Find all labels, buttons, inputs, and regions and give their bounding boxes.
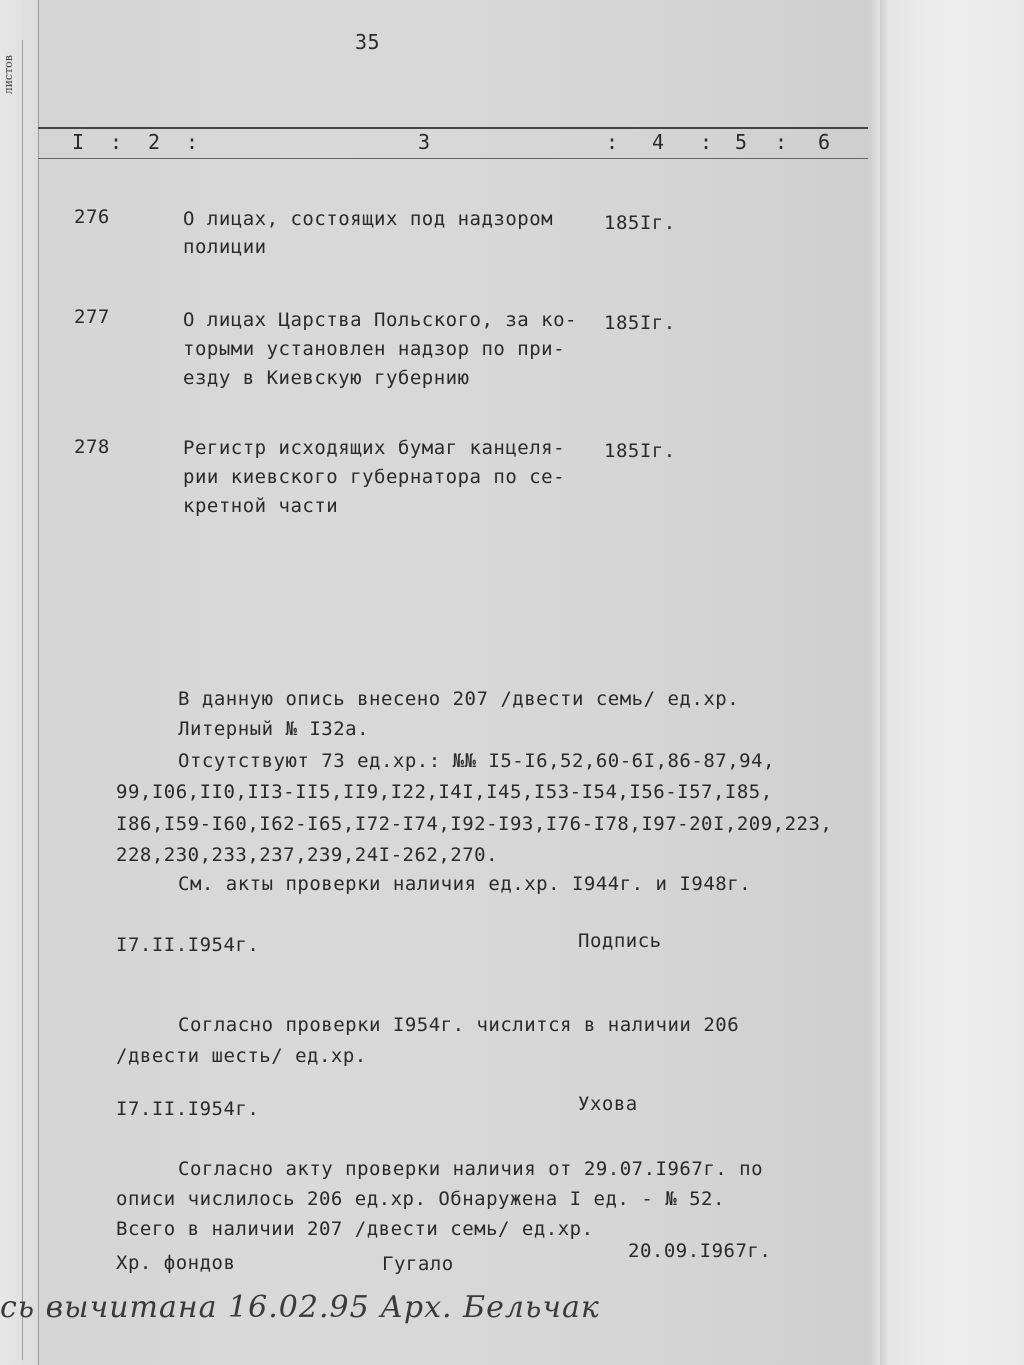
- entry-title-line: полиции: [183, 236, 267, 258]
- check-1967-line: Согласно акту проверки наличия от 29.07.I967г. по: [178, 1158, 764, 1180]
- summary-signature-label: Подпись: [578, 930, 662, 952]
- column-number-4: 4: [652, 130, 665, 154]
- entry-title-line: торыми установлен надзор по при-: [183, 338, 566, 360]
- column-separator: :: [775, 130, 788, 154]
- entry-title-line: О лицах Царства Польского, за ко-: [183, 309, 577, 331]
- entry-year: 185Iг.: [604, 440, 676, 462]
- summary-line: I86,I59-I60,I62-I65,I72-I74,I92-I93,I76-I78,I97-20I,209,223,: [116, 813, 833, 835]
- entry-number: 276: [74, 206, 110, 228]
- strip-rule: [22, 40, 23, 1360]
- summary-line: См. акты проверки наличия ед.хр. I944г. и I948г.: [178, 873, 752, 895]
- column-separator: :: [186, 130, 199, 154]
- column-number-2: 2: [148, 130, 161, 154]
- column-number-5: 5: [735, 130, 748, 154]
- summary-line: 228,230,233,237,239,24I-262,270.: [116, 844, 499, 866]
- entry-number: 278: [74, 436, 110, 458]
- page-number: 35: [355, 30, 381, 54]
- column-separator: :: [110, 130, 123, 154]
- next-sheet-edge: [880, 0, 1024, 1365]
- entry-year: 185Iг.: [604, 212, 676, 234]
- entry-title-line: рии киевского губернатора по се-: [183, 466, 566, 488]
- entry-title-line: кретной части: [183, 495, 339, 517]
- check-1967-line: Всего в наличии 207 /двести семь/ ед.хр.: [116, 1218, 594, 1240]
- check-1967-role: Хр. фондов: [116, 1252, 236, 1274]
- check-1954-date: I7.II.I954г.: [116, 1098, 260, 1120]
- column-separator: :: [700, 130, 713, 154]
- check-1954-line: /двести шесть/ ед.хр.: [116, 1045, 367, 1067]
- check-1954-line: Согласно проверки I954г. числится в наличии 206: [178, 1014, 740, 1036]
- entry-title-line: езду в Киевскую губернию: [183, 367, 470, 389]
- check-1967-date: 20.09.I967г.: [628, 1240, 772, 1262]
- check-1967-signer: Гугало: [382, 1253, 454, 1275]
- handwritten-verification-note: сь вычитана 16.02.95 Арх. Бельчак: [0, 1290, 600, 1325]
- summary-line: Литерный № I32а.: [178, 718, 370, 740]
- entry-title-line: О лицах, состоящих под надзором: [183, 208, 554, 230]
- entry-title-line: Регистр исходящих бумаг канцеля-: [183, 437, 566, 459]
- check-1967-line: описи числилось 206 ед.хр. Обнаружена I ед. - № 52.: [116, 1188, 725, 1210]
- header-rule-top: [38, 127, 868, 129]
- column-separator: :: [606, 130, 619, 154]
- summary-line: В данную опись внесено 207 /двести семь/ ед.хр.: [178, 688, 740, 710]
- summary-line: 99,I06,II0,II3-II5,II9,I22,I4I,I45,I53-I54,I56-I57,I85,: [116, 781, 773, 803]
- summary-line: Отсутствуют 73 ед.хр.: №№ I5-I6,52,60-6I,86-87,94,: [178, 750, 775, 772]
- check-1954-signer: Ухова: [578, 1093, 638, 1115]
- entry-year: 185Iг.: [604, 312, 676, 334]
- left-margin-strip: [0, 0, 39, 1365]
- side-label: листов: [2, 55, 15, 95]
- column-number-6: 6: [818, 130, 831, 154]
- column-number-3: 3: [418, 130, 431, 154]
- entry-number: 277: [74, 306, 110, 328]
- header-rule-bottom: [38, 158, 868, 159]
- column-number-1: I: [72, 130, 85, 154]
- summary-date: I7.II.I954г.: [116, 934, 260, 956]
